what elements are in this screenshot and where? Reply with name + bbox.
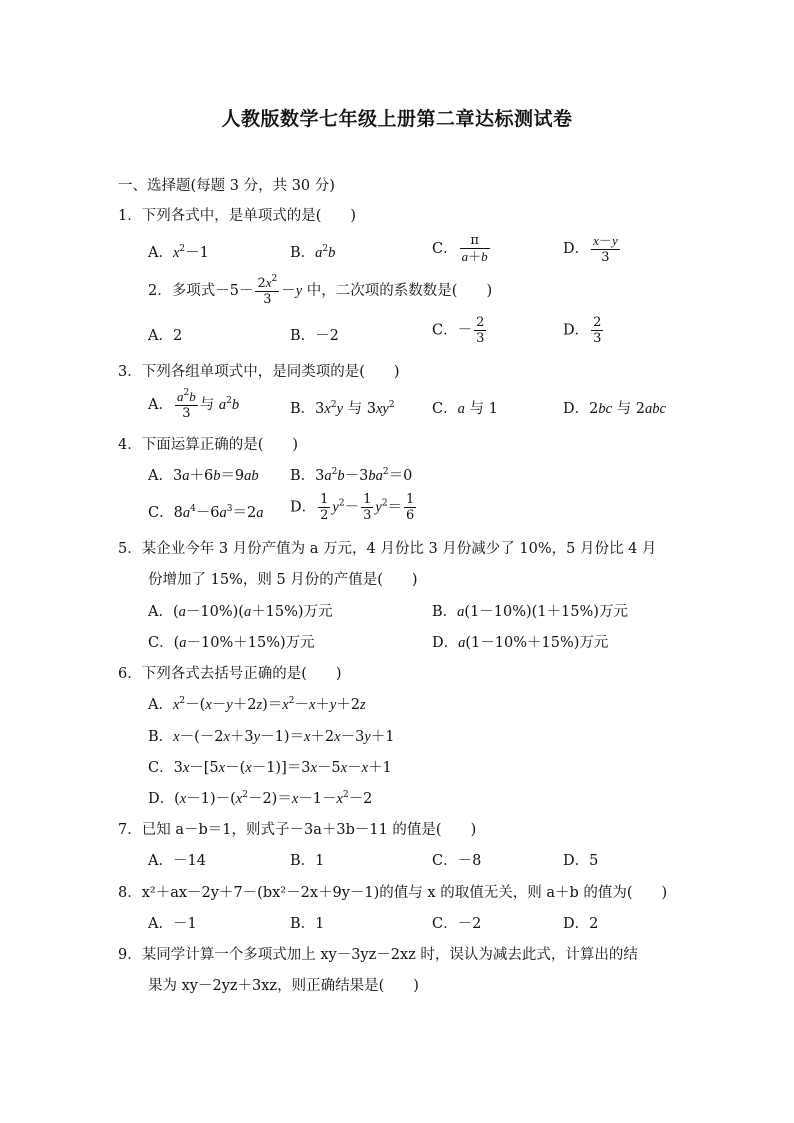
question-2-option-d: D． $\frac{2}{3}$ [563,315,602,346]
question-8-option-c: C．－2 [432,916,482,932]
question-1-option-c: C． $\frac{\pi}{a+b}$ [432,233,488,265]
question-4-option-a: A．3a＋6b＝9ab [148,468,259,484]
question-6-stem: 6．下列各式去括号正确的是( ) [118,666,342,682]
question-6-option-d: D．$(x-1)-(x^2-2)=x-1-x^2-2$ [148,790,373,807]
question-8-option-a: A．－1 [148,916,197,932]
question-9-stem-line-1: 9．某同学计算一个多项式加上 xy－3yz－2xz 时，误认为减去此式，计算出的结 [118,947,638,963]
page-title: 人教版数学七年级上册第二章达标测试卷 [221,108,573,130]
question-5-stem-line-2: 份增加了 15%，则 5 月份的产值是( ) [148,572,418,588]
question-4-stem: 4．下面运算正确的是( ) [118,437,299,453]
question-8-option-d: D．2 [563,916,599,932]
question-2-option-c: C．－ $\frac{2}{3}$ [432,315,485,346]
question-5-option-b: B．a(1－10%)(1＋15%)万元 [432,604,628,620]
question-8-stem: 8．x²＋ax－2y＋7－(bx²－2x＋9y－1)的值与 x 的取值无关，则 a＋b 的值为( ) [118,885,668,901]
question-1-option-d: D． $\frac{x-y}{3}$ [563,233,618,265]
question-4-option-b: B．$3a^2b-3ba^2=0$ [290,467,413,484]
question-5-stem-line-1: 5．某企业今年 3 月份产值为 a 万元，4 月份比 3 月份减少了 10%，5 月份比 4 月 [118,541,657,557]
question-4-option-c: C．$8a^4-6a^3=2a$ [148,504,264,521]
question-3-option-a: A． $\frac{a^2b}{3}$ 与 $a^2b$ [148,388,240,421]
question-5-option-c: C．(a－10%＋15%)万元 [148,635,315,651]
question-2-option-a: A．2 [148,328,183,344]
question-2-option-b: B．－2 [290,328,339,344]
question-6-option-c: C．3x－[5x－(x－1)]＝3x－5x－x＋1 [148,760,392,776]
question-7-option-b: B．1 [290,853,325,869]
question-7-option-d: D．5 [563,853,599,869]
question-5-option-d: D．a(1－10%＋15%)万元 [432,635,609,651]
question-6-option-b: B．x－(－2x＋3y－1)＝x＋2x－3y＋1 [148,729,395,745]
question-2-stem: 2．多项式－5－ $\frac{2x^2}{3}$ －y 中，二次项的系数数是( ) [148,274,493,307]
question-5-option-a: A．(a－10%)(a＋15%)万元 [148,604,333,620]
section-heading: 一、选择题(每题 3 分，共 30 分) [118,178,335,194]
question-9-stem-line-2: 果为 xy－2yz＋3xz，则正确结果是( ) [148,978,419,994]
question-6-option-a: A．$x^2-(x-y+2z)=x^2-x+y+2z$ [148,696,366,713]
question-8-option-b: B．1 [290,916,325,932]
question-3-stem: 3．下列各组单项式中，是同类项的是( ) [118,364,400,380]
question-1-stem: 1．下列各式中，是单项式的是( ) [118,208,357,224]
question-7-option-c: C．－8 [432,853,482,869]
question-1-option-b: B．$a^2b$ [290,244,336,261]
question-7-option-a: A．－14 [148,853,206,869]
question-7-stem: 7．已知 a－b＝1，则式子－3a＋3b－11 的值是( ) [118,822,477,838]
question-3-option-b: B．$3x^2y$ 与 $3xy^2$ [290,400,395,417]
question-4-option-d: D． $\frac{1}{2}$ $y^2-$ $\frac{1}{3}$ $y^2=$ $\frac{1}{6}$ [290,492,415,523]
question-1-option-a: A．$x^2-1$ [148,244,209,261]
question-3-option-d: D．2bc 与 2abc [563,401,666,417]
question-3-option-c: C．a 与 1 [432,401,498,417]
